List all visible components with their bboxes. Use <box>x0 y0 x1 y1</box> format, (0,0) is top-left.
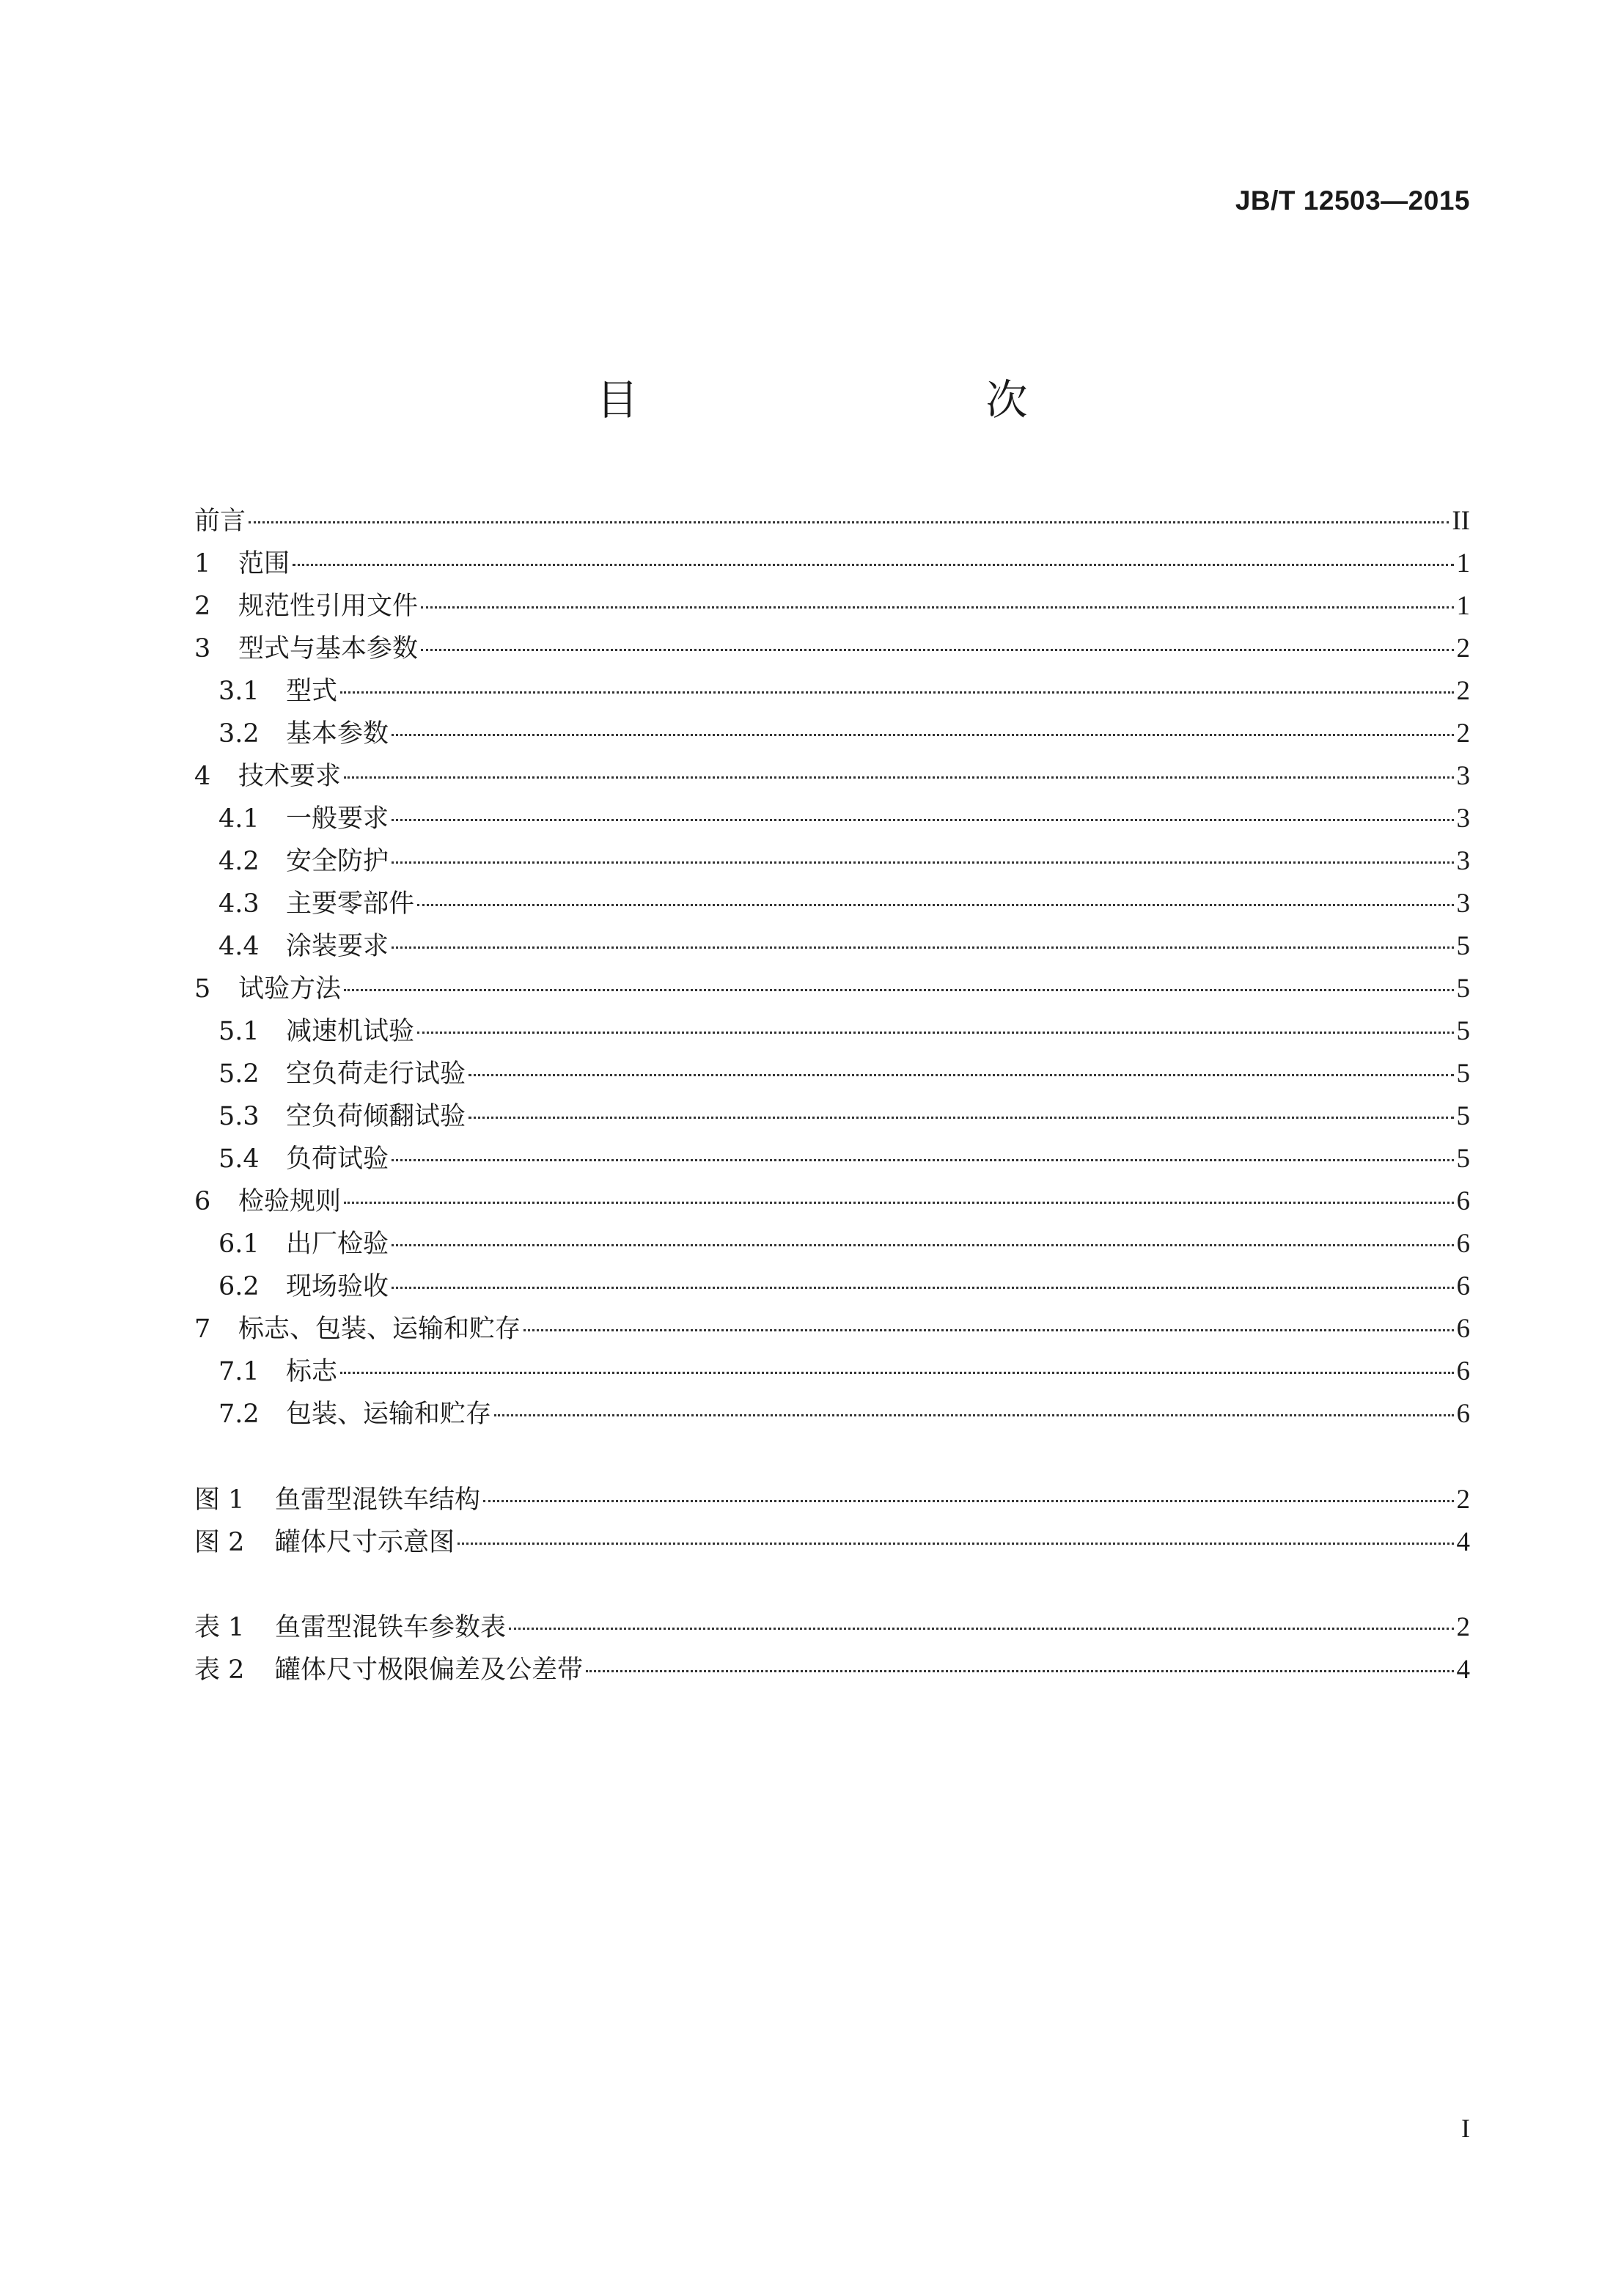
figure-page: 4 <box>1456 1527 1470 1557</box>
toc-entry-page: 6 <box>1456 1271 1470 1301</box>
figure-number: 图 2 <box>194 1528 245 1557</box>
toc-entry-title: 安全防护 <box>286 847 389 876</box>
toc-entry-title: 基本参数 <box>286 719 389 749</box>
toc-entry[interactable] <box>194 543 1470 585</box>
toc-entry-title: 前言 <box>194 507 246 536</box>
toc-entry-number: 7.1 <box>218 1357 260 1386</box>
toc-entry-page: 5 <box>1456 1144 1470 1174</box>
leader-dots <box>392 861 1453 864</box>
leader-dots <box>523 1329 1453 1331</box>
leader-dots <box>421 649 1453 651</box>
figure-title: 罐体尺寸示意图 <box>275 1528 455 1557</box>
toc-entry-number: 3 <box>194 634 211 663</box>
toc-entry-number: 1 <box>194 549 211 578</box>
toc-entry-page: 5 <box>1456 1059 1470 1089</box>
toc-entry-title: 技术要求 <box>238 762 342 791</box>
toc-entry[interactable] <box>194 1265 1470 1308</box>
toc-entry-page: 5 <box>1456 931 1470 961</box>
leader-dots <box>469 1074 1453 1076</box>
toc-entry[interactable] <box>194 670 1470 713</box>
leader-dots <box>392 819 1453 821</box>
toc-entry-page: 3 <box>1456 804 1470 834</box>
toc-entry-title: 主要零部件 <box>286 889 415 919</box>
leader-dots <box>586 1670 1453 1672</box>
toc-entry-title: 标志 <box>286 1357 338 1386</box>
leader-dots <box>392 1159 1453 1161</box>
table-entry[interactable] <box>194 1606 1470 1649</box>
toc-entry[interactable] <box>194 1308 1470 1350</box>
page-title: 目 次 <box>596 376 1116 424</box>
toc-entry-title: 涂装要求 <box>286 932 389 961</box>
toc-entry[interactable] <box>194 968 1470 1010</box>
toc-entry-page: 6 <box>1456 1229 1470 1259</box>
toc-entry-title: 出厂检验 <box>286 1229 389 1259</box>
standard-code: JB/T 12503—2015 <box>1235 185 1470 216</box>
toc-entry-number: 5 <box>194 974 211 1004</box>
toc-entry-number: 5.2 <box>218 1059 260 1089</box>
toc-entry-page: 6 <box>1456 1314 1470 1344</box>
toc-entry-page: 6 <box>1456 1186 1470 1216</box>
table-title: 鱼雷型混铁车参数表 <box>275 1613 507 1642</box>
toc-entry[interactable] <box>194 755 1470 798</box>
toc-entry-page: 3 <box>1456 761 1470 791</box>
toc-entry-number: 4.4 <box>218 932 260 961</box>
toc-entry[interactable] <box>194 713 1470 755</box>
toc-entry-title: 范围 <box>238 549 290 578</box>
toc-entry[interactable] <box>194 925 1470 968</box>
leader-dots <box>458 1543 1453 1545</box>
leader-dots <box>421 606 1453 609</box>
figure-page: 2 <box>1456 1485 1470 1515</box>
toc-entry[interactable] <box>194 585 1470 628</box>
toc-entry[interactable] <box>194 1095 1470 1138</box>
toc-entry[interactable] <box>194 840 1470 883</box>
toc-entry-page: 5 <box>1456 1101 1470 1131</box>
table-title: 罐体尺寸极限偏差及公差带 <box>275 1655 584 1685</box>
figure-number: 图 1 <box>194 1485 245 1515</box>
leader-dots <box>509 1628 1453 1630</box>
toc-entry-number: 4.2 <box>218 847 260 876</box>
table-number: 表 1 <box>194 1613 245 1642</box>
toc-entry-number: 5.4 <box>218 1144 260 1174</box>
toc-entry[interactable] <box>194 1138 1470 1180</box>
toc-entry-number: 5.3 <box>218 1102 260 1131</box>
table-list <box>194 1606 1470 1691</box>
toc-entry[interactable] <box>194 1393 1470 1435</box>
toc-entry[interactable] <box>194 1223 1470 1265</box>
toc-entry[interactable] <box>194 500 1470 543</box>
toc-entry[interactable] <box>194 883 1470 925</box>
leader-dots <box>344 776 1453 779</box>
table-entry[interactable] <box>194 1649 1470 1691</box>
leader-dots <box>392 1287 1453 1289</box>
toc-entry[interactable] <box>194 1010 1470 1053</box>
toc-entry-page: 6 <box>1456 1399 1470 1429</box>
toc-entry-number: 7 <box>194 1315 211 1344</box>
toc-entry-title: 型式与基本参数 <box>238 634 419 663</box>
toc-entry-number: 3.2 <box>218 719 260 749</box>
toc-entry-page: 6 <box>1456 1356 1470 1386</box>
table-page: 2 <box>1456 1612 1470 1642</box>
toc-entry-title: 试验方法 <box>238 974 342 1004</box>
toc-entry-number: 4.3 <box>218 889 260 919</box>
toc-entry-number: 3.1 <box>218 677 260 706</box>
toc-entry[interactable] <box>194 798 1470 840</box>
toc-entry-page: 1 <box>1456 591 1470 621</box>
toc-entry-number: 6.2 <box>218 1272 260 1301</box>
toc-entry-page: 3 <box>1456 889 1470 919</box>
toc-entry-page: 2 <box>1456 633 1470 663</box>
leader-dots <box>340 691 1453 694</box>
leader-dots <box>392 734 1453 736</box>
toc-entry-title: 型式 <box>286 677 338 706</box>
toc-entry-title: 包装、运输和贮存 <box>286 1400 492 1429</box>
toc-entry-page: II <box>1452 506 1470 536</box>
toc-entry-page: 5 <box>1456 1016 1470 1046</box>
leader-dots <box>392 946 1453 949</box>
toc-entry-title: 空负荷走行试验 <box>286 1059 466 1089</box>
toc-entry-page: 1 <box>1456 548 1470 578</box>
toc-entry-title: 规范性引用文件 <box>238 592 419 621</box>
toc-entry-number: 4.1 <box>218 804 260 834</box>
toc-entry-page: 2 <box>1456 676 1470 706</box>
toc-entry-title: 减速机试验 <box>286 1017 415 1046</box>
leader-dots <box>344 989 1453 991</box>
toc-entry-number: 6 <box>194 1187 211 1216</box>
toc-entry-page: 3 <box>1456 846 1470 876</box>
toc-entry-number: 7.2 <box>218 1400 260 1429</box>
figure-entry[interactable] <box>194 1521 1470 1564</box>
toc-entry-title: 现场验收 <box>286 1272 389 1301</box>
leader-dots <box>344 1202 1453 1204</box>
toc-entry-number: 4 <box>194 762 211 791</box>
toc-entry-number: 2 <box>194 592 211 621</box>
leader-dots <box>340 1372 1453 1374</box>
page-number: I <box>1461 2114 1470 2143</box>
toc-entry[interactable] <box>194 1350 1470 1393</box>
leader-dots <box>417 1032 1453 1034</box>
leader-dots <box>494 1414 1453 1416</box>
leader-dots <box>293 564 1453 566</box>
toc-entry-page: 5 <box>1456 974 1470 1004</box>
table-page: 4 <box>1456 1655 1470 1685</box>
toc-entry[interactable] <box>194 628 1470 670</box>
figure-entry[interactable] <box>194 1479 1470 1521</box>
toc-entry-number: 6.1 <box>218 1229 260 1259</box>
toc-entry-title: 空负荷倾翻试验 <box>286 1102 466 1131</box>
toc-entry-title: 检验规则 <box>238 1187 342 1216</box>
toc-entry[interactable] <box>194 1180 1470 1223</box>
table-number: 表 2 <box>194 1655 245 1685</box>
leader-dots <box>469 1117 1453 1119</box>
toc-list <box>194 500 1470 1435</box>
toc-entry-page: 2 <box>1456 718 1470 749</box>
toc-entry-title: 标志、包装、运输和贮存 <box>238 1315 521 1344</box>
toc-entry-title: 一般要求 <box>286 804 389 834</box>
leader-dots <box>483 1500 1453 1502</box>
leader-dots <box>392 1244 1453 1246</box>
leader-dots <box>417 904 1453 906</box>
toc-entry[interactable] <box>194 1053 1470 1095</box>
toc-entry-title: 负荷试验 <box>286 1144 389 1174</box>
figure-list <box>194 1479 1470 1564</box>
leader-dots <box>249 521 1449 523</box>
toc-entry-number: 5.1 <box>218 1017 260 1046</box>
figure-title: 鱼雷型混铁车结构 <box>275 1485 481 1515</box>
